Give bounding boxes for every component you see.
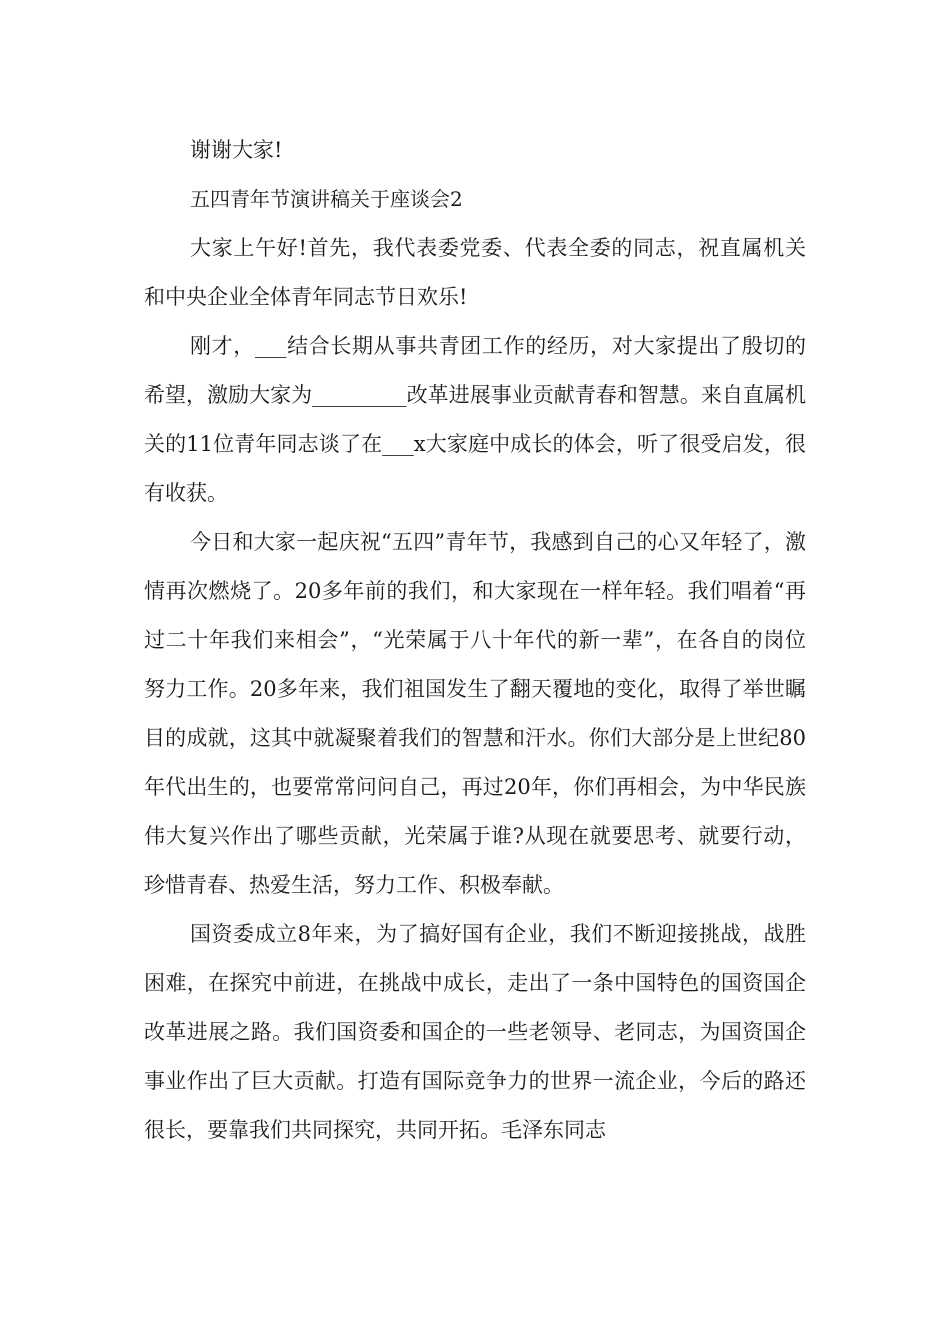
paragraph-sasac: 国资委成立8年来，为了搞好国有企业，我们不断迎接挑战，战胜困难，在探究中前进，在挑战中成长，走出了一条中国特色的国资国企改革进展之路。我们国资委和国企的一些老领导、老同志，为国资国企事业作出了巨大贡献。打造有国际竞争力的世界一流企业，今后的路还很长，要靠我们共同探究，共同开拓。毛泽东同志	[144, 922, 806, 1142]
paragraph-youth-day: 今日和大家一起庆祝“五四”青年节，我感到自己的心又年轻了，激情再次燃烧了。20多年前的我们，和大家现在一样年轻。我们唱着“再过二十年我们来相会”，“光荣属于八十年代的新一辈”，在各自的岗位努力工作。20多年来，我们祖国发生了翻天覆地的变化，取得了举世瞩目的成就，这其中就凝聚着我们的智慧和汗水。你们大部分是上世纪80年代出生的，也要常常问问自己，再过20年，你们再相会，为中华民族伟大复兴作出了哪些贡献，光荣属于谁?从现在就要思考、就要行动，珍惜青春、热爱生活，努力工作、积极奉献。	[144, 530, 806, 897]
paragraph-greeting: 大家上午好!首先，我代表委党委、代表全委的同志，祝直属机关和中央企业全体青年同志节日欢乐!	[144, 236, 806, 309]
document-body	[144, 126, 806, 1155]
section-title: 五四青年节演讲稿关于座谈会2	[190, 187, 463, 211]
paragraph-intro: 刚才，___结合长期从事共青团工作的经历，对大家提出了殷切的希望，激励大家为_________改革进展事业贡献青春和智慧。来自直属机关的11位青年同志谈了在___x大家庭中成长的体会，听了很受启发，很有收获。	[144, 334, 806, 505]
closing-line: 谢谢大家!	[190, 138, 283, 162]
